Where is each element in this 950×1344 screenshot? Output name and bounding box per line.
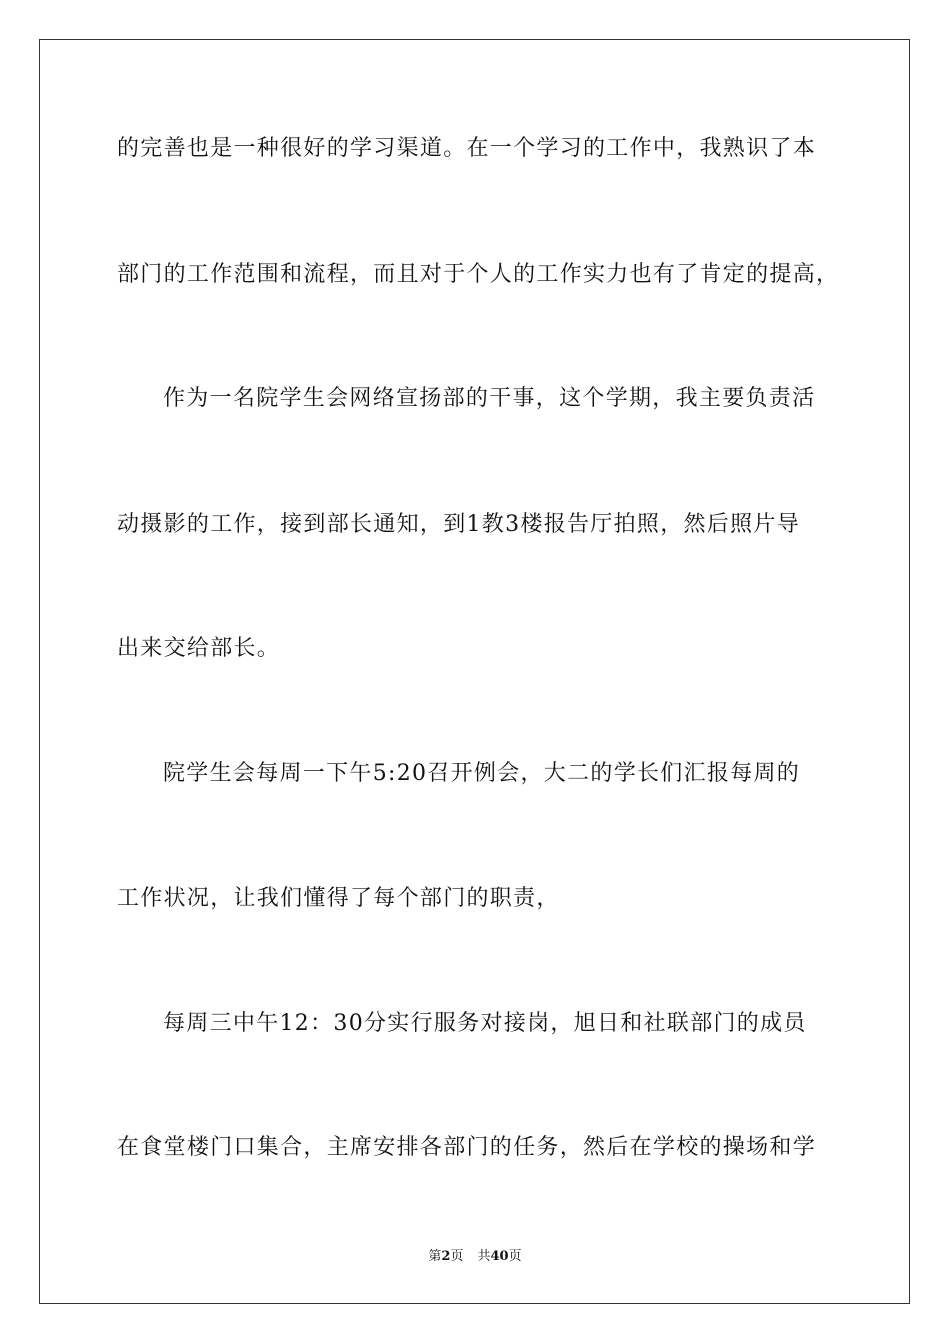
total-suffix: 页 [508, 1249, 522, 1264]
body-line-7: 工作状况，让我们懂得了每个部门的职责， [117, 886, 560, 911]
body-line-9: 在食堂楼门口集合，主席安排各部门的任务，然后在学校的操场和学 [117, 1135, 817, 1160]
page-footer [0, 1248, 950, 1266]
page-suffix: 页 [450, 1249, 464, 1264]
body-line-1: 的完善也是一种很好的学习渠道。在一个学习的工作中，我熟识了本 [117, 136, 817, 161]
body-line-5: 出来交给部长。 [117, 636, 281, 661]
page-number: 2 [441, 1249, 451, 1264]
body-line-2: 部门的工作范围和流程，而且对于个人的工作实力也有了肯定的提高， [117, 262, 840, 287]
total-pages: 40 [490, 1249, 509, 1264]
body-line-3: 作为一名院学生会网络宣扬部的干事，这个学期，我主要负责活 [163, 386, 816, 411]
page-border [39, 39, 910, 1304]
page-prefix: 第 [428, 1249, 442, 1264]
body-line-6: 院学生会每周一下午5:20召开例会，大二的学长们汇报每周的 [163, 761, 801, 786]
body-line-4: 动摄影的工作，接到部长通知，到1教3楼报告厅拍照，然后照片导 [117, 512, 800, 537]
total-prefix: 共 [477, 1249, 491, 1264]
body-line-8: 每周三中午12：30分实行服务对接岗，旭日和社联部门的成员 [163, 1011, 807, 1036]
